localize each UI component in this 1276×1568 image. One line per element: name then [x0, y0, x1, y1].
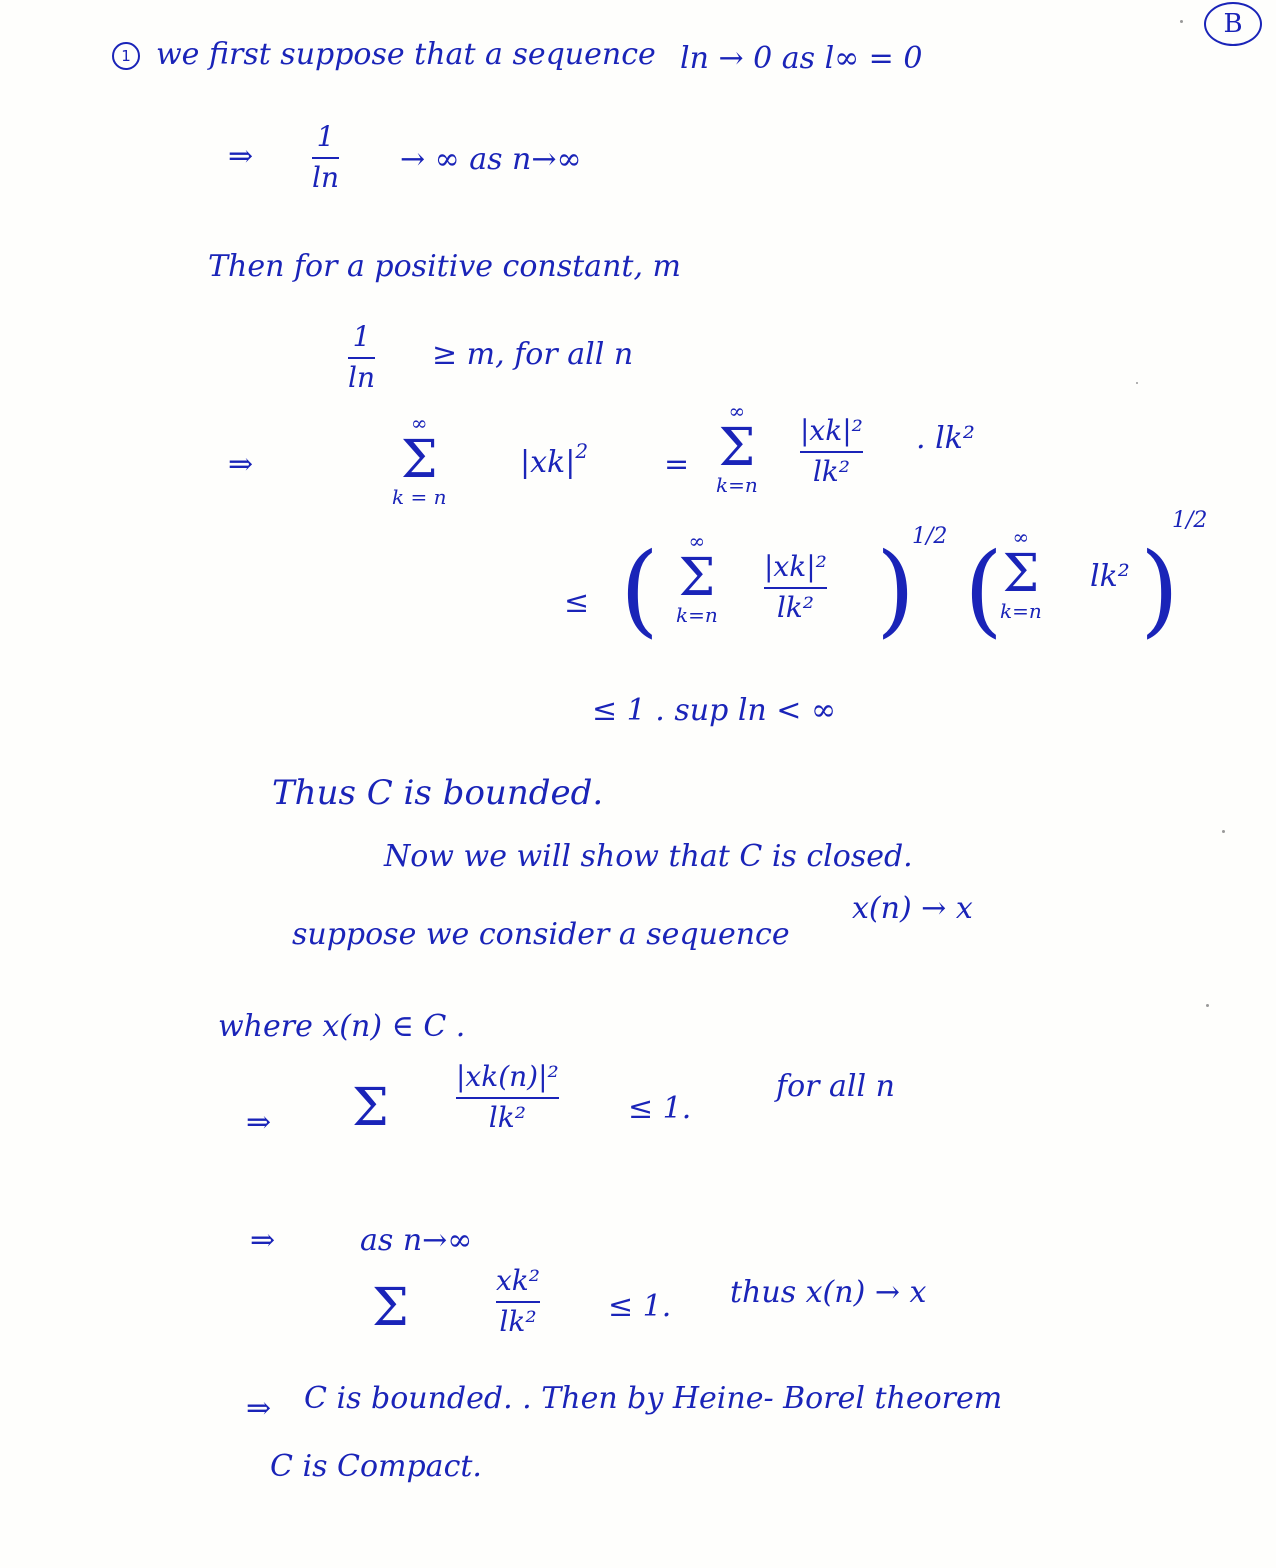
page-badge: B [1204, 2, 1262, 46]
line-12-rest: ≤ 1. [628, 1091, 692, 1126]
line-5-fraction [800, 416, 863, 488]
sum-lower-limit: k = n [392, 485, 447, 509]
line-2-rest: → ∞ as n→∞ [400, 142, 582, 177]
line-3-text: Then for a positive constant, m [208, 249, 681, 284]
fraction-numerator: xk² [496, 1264, 540, 1297]
line-6-le: ≤ [564, 585, 590, 620]
fraction-denominator: lk² [776, 590, 814, 624]
line-12-tail: for all n [776, 1069, 895, 1104]
fraction-denominator: lk² [812, 454, 850, 488]
line-14-tail: thus x(n) → x [730, 1275, 927, 1310]
line-10-text: suppose we consider a sequence [292, 917, 790, 952]
sigma-symbol: Σ [1002, 544, 1040, 604]
fraction-denominator: lk² [488, 1100, 526, 1134]
line-7: ≤ 1 . sup ln < ∞ [592, 693, 836, 728]
sum-upper-limit: ∞ [688, 529, 706, 553]
open-paren: ( [620, 531, 660, 648]
sum-upper-limit: ∞ [410, 411, 428, 435]
fraction-bar [312, 157, 339, 159]
sum-lower-limit: k=n [716, 473, 758, 497]
fraction-bar [456, 1097, 559, 1099]
fraction-denominator: lk² [499, 1304, 537, 1338]
line-6-exponent-1: 1/2 [912, 524, 948, 549]
paper-speck [1222, 830, 1225, 833]
line-5-equals: = [664, 447, 690, 482]
sum-lower-limit: k=n [1000, 599, 1042, 623]
line-12-implies: ⇒ [246, 1105, 272, 1140]
line-10-math: x(n) → x [852, 891, 973, 926]
line-4-fraction [348, 322, 375, 394]
line-2-fraction [312, 122, 339, 194]
sigma-symbol: Σ [678, 548, 716, 608]
line-5-term [520, 439, 589, 480]
fraction-numerator: |xk|² [800, 414, 863, 447]
sum-upper-limit: ∞ [728, 399, 746, 423]
fraction-bar [764, 587, 827, 589]
line-2-implies: ⇒ [228, 139, 254, 174]
line-12-fraction [456, 1062, 559, 1134]
line-8-text: Thus C is bounded. [272, 773, 604, 813]
fraction-bar [496, 1301, 540, 1303]
line-11-text: where x(n) ∈ C . [218, 1009, 466, 1044]
line-6-term-2: lk² [1090, 559, 1130, 594]
line-5-sum [392, 412, 446, 508]
line-1-math: ln → 0 as l∞ = 0 [680, 41, 923, 76]
fraction-bar [800, 451, 863, 453]
line-9-text: Now we will show that C is closed. [384, 839, 913, 874]
line-14-sum [372, 1278, 409, 1338]
item-number: 1 [112, 42, 140, 70]
fraction-denominator: ln [348, 360, 375, 394]
line-6-sum [676, 530, 718, 626]
close-paren-2: ) [1140, 531, 1180, 648]
fraction-bar [348, 357, 375, 359]
line-5-multiplier: . lk² [916, 421, 975, 456]
line-6-exponent-2: 1/2 [1172, 508, 1208, 533]
line-5-sum-2 [716, 400, 758, 496]
line-4-rest: ≥ m, for all n [432, 337, 634, 372]
line-15-implies: ⇒ [246, 1391, 272, 1426]
paper-speck [1136, 382, 1138, 384]
line-14-fraction [496, 1266, 540, 1338]
term-base: |xk| [520, 445, 576, 480]
paper-speck [1180, 20, 1183, 23]
fraction-numerator: 1 [352, 320, 371, 353]
line-5-implies: ⇒ [228, 447, 254, 482]
fraction-numerator: |xk(n)|² [456, 1060, 559, 1093]
sum-upper-limit: ∞ [1012, 525, 1030, 549]
line-13-implies: ⇒ [250, 1223, 276, 1258]
line-14-rest: ≤ 1. [608, 1289, 672, 1324]
sigma-symbol: Σ [352, 1078, 389, 1138]
paper-speck [1206, 1004, 1209, 1007]
line-16-text: C is Compact. [270, 1449, 482, 1484]
sigma-symbol: Σ [372, 1278, 409, 1338]
line-1-text: we first suppose that a sequence [156, 37, 656, 72]
line-6-sum-2 [1000, 526, 1042, 622]
close-paren: ) [876, 531, 916, 648]
term-exponent: 2 [575, 439, 589, 463]
sigma-symbol: Σ [400, 430, 438, 490]
line-13-text: as n→∞ [360, 1223, 473, 1258]
sigma-symbol: Σ [718, 418, 756, 478]
fraction-numerator: |xk|² [764, 550, 827, 583]
fraction-denominator: ln [312, 160, 339, 194]
open-paren-2: ( [964, 531, 1004, 648]
line-12-sum [352, 1078, 389, 1138]
fraction-numerator: 1 [316, 120, 335, 153]
line-15-text: C is bounded. . Then by Heine- Borel theorem [304, 1381, 1003, 1416]
line-6-fraction [764, 552, 827, 624]
sum-lower-limit: k=n [676, 603, 718, 627]
